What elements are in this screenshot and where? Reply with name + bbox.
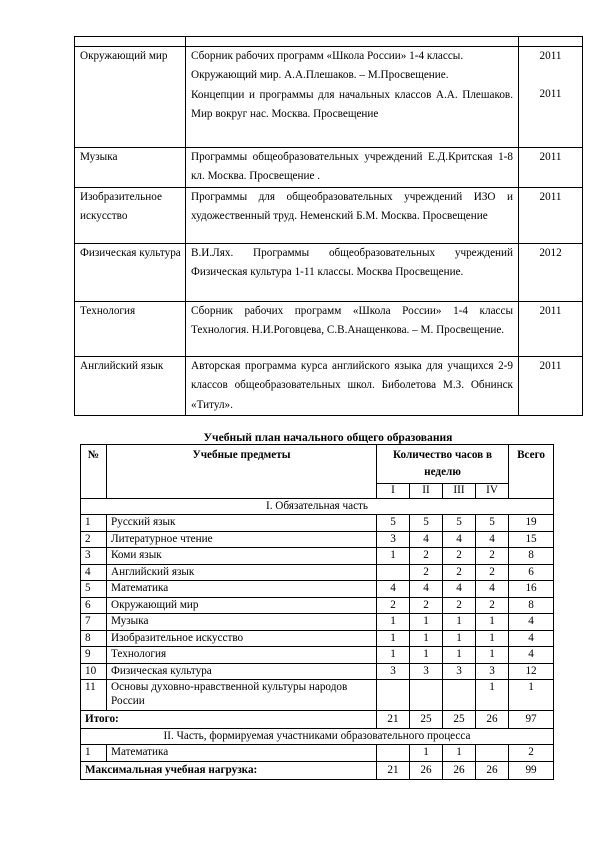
row-subject: Русский язык	[107, 515, 377, 532]
row-hours: 2	[476, 564, 509, 581]
row-subject: Математика	[107, 745, 377, 762]
table-row	[81, 680, 554, 711]
row-total: 4	[509, 630, 554, 647]
row-hours: 4	[443, 581, 476, 598]
program-paragraph: Сборник рабочих программ «Школа России» 1-4 классы Технология. Н.И.Роговцева, С.В.Анащенкова. – М. Просвещение.	[191, 305, 513, 337]
row-number: 1	[81, 515, 107, 532]
row-hours: 4	[377, 581, 410, 598]
program-subject: Окружающий мир	[75, 47, 186, 148]
table-row	[81, 663, 554, 680]
row-hours: 1	[443, 630, 476, 647]
row-total: 1	[509, 680, 554, 711]
curriculum-table	[80, 444, 554, 780]
itogo-label: Итого:	[81, 711, 377, 729]
programs-table	[74, 36, 583, 416]
program-description	[186, 244, 519, 302]
row-hours: 2	[443, 548, 476, 565]
table-row	[81, 745, 554, 762]
row-total: 8	[509, 597, 554, 614]
program-year: 2011	[539, 88, 562, 101]
itogo-hours: 25	[410, 711, 443, 729]
program-description	[186, 188, 519, 244]
row-hours: 1	[377, 614, 410, 631]
row-subject: Физическая культура	[107, 663, 377, 680]
row-hours: 1	[410, 614, 443, 631]
row-hours: 1	[476, 630, 509, 647]
program-paragraph: В.И.Лях. Программы общеобразовательных учреждений Физическая культура 1-11 классы. Москва Просвещение.	[191, 247, 513, 279]
section-title: I. Обязательная часть	[81, 499, 554, 515]
row-hours: 5	[443, 515, 476, 532]
row-hours: 2	[410, 597, 443, 614]
header-total: Всего	[509, 445, 554, 499]
row-subject: Математика	[107, 581, 377, 598]
row-total: 6	[509, 564, 554, 581]
programs-table-top-row	[75, 37, 583, 47]
row-number: 8	[81, 630, 107, 647]
row-hours	[377, 564, 410, 581]
row-hours: 2	[476, 597, 509, 614]
max-load-row	[81, 761, 554, 779]
section-row	[81, 729, 554, 745]
program-paragraph: Программы для общеобразовательных учреждений ИЗО и художественный труд. Неменский Б.М. Москва. Просвещение	[191, 191, 513, 223]
program-subject: Физическая культура	[75, 244, 186, 302]
row-total: 2	[509, 745, 554, 762]
program-paragraph: Окружающий мир. А.А.Плешаков. – М.Просвещение.	[191, 69, 449, 82]
row-hours: 3	[410, 663, 443, 680]
max-load-hours: 26	[476, 761, 509, 779]
row-number: 10	[81, 663, 107, 680]
max-load-total: 99	[509, 761, 554, 779]
row-number: 5	[81, 581, 107, 598]
max-load-hours: 21	[377, 761, 410, 779]
row-number: 4	[81, 564, 107, 581]
program-subject: Английский язык	[75, 357, 186, 416]
row-hours: 1	[443, 745, 476, 762]
row-hours: 4	[443, 531, 476, 548]
row-subject: Английский язык	[107, 564, 377, 581]
row-total: 8	[509, 548, 554, 565]
row-hours: 3	[443, 663, 476, 680]
row-number: 6	[81, 597, 107, 614]
row-subject: Изобразительное искусство	[107, 630, 377, 647]
row-hours: 4	[476, 581, 509, 598]
table-row	[81, 564, 554, 581]
program-paragraph: Авторская программа курса английского языка для учащихся 2-9 классов общеобразовательных школ. Биболетова М.З. Обнинск «Титул».	[191, 360, 513, 411]
row-subject: Технология	[107, 647, 377, 664]
max-load-hours: 26	[443, 761, 476, 779]
row-hours	[443, 680, 476, 711]
header-subjects: Учебные предметы	[107, 445, 377, 499]
row-number: 3	[81, 548, 107, 565]
row-hours: 1	[377, 647, 410, 664]
row-hours: 2	[476, 548, 509, 565]
table-row	[75, 47, 583, 148]
table-row	[75, 302, 583, 357]
row-hours	[377, 680, 410, 711]
program-description	[186, 357, 519, 416]
row-hours: 1	[410, 745, 443, 762]
program-subject: Изобразительное искусство	[75, 188, 186, 244]
table-row	[81, 515, 554, 532]
row-total: 19	[509, 515, 554, 532]
row-hours: 4	[476, 531, 509, 548]
row-hours	[377, 745, 410, 762]
row-subject: Музыка	[107, 614, 377, 631]
itogo-hours: 21	[377, 711, 410, 729]
section-row	[81, 499, 554, 515]
row-hours: 1	[410, 630, 443, 647]
row-total: 15	[509, 531, 554, 548]
row-number: 11	[81, 680, 107, 711]
table-row	[81, 548, 554, 565]
row-number: 7	[81, 614, 107, 631]
row-hours	[476, 745, 509, 762]
row-hours: 1	[377, 630, 410, 647]
table-row	[81, 531, 554, 548]
row-hours: 3	[377, 663, 410, 680]
itogo-total: 97	[509, 711, 554, 729]
program-year-cell	[519, 47, 583, 148]
row-hours: 2	[410, 548, 443, 565]
program-paragraph: Программы общеобразовательных учреждений Е.Д.Критская 1-8 кл. Москва. Просвещение .	[191, 151, 513, 183]
row-hours: 3	[476, 663, 509, 680]
row-number: 9	[81, 647, 107, 664]
program-description	[186, 47, 519, 148]
program-description	[186, 148, 519, 188]
row-hours: 5	[476, 515, 509, 532]
program-paragraph: Концепции и программы для начальных классов А.А. Плешаков. Мир вокруг нас. Москва. Просвещение	[191, 88, 513, 121]
row-hours: 5	[377, 515, 410, 532]
table-row	[81, 597, 554, 614]
program-paragraph: Сборник рабочих программ «Школа России» 1-4 классы.	[191, 50, 464, 62]
table-row	[81, 581, 554, 598]
row-hours: 1	[377, 548, 410, 565]
row-subject: Основы духовно-нравственной культуры народов России	[107, 680, 377, 711]
table-header-row	[81, 445, 554, 484]
program-year: 2011	[519, 188, 583, 244]
program-subject: Технология	[75, 302, 186, 357]
row-subject: Литературное чтение	[107, 531, 377, 548]
table-row	[75, 148, 583, 188]
row-hours: 1	[410, 647, 443, 664]
section-title: II. Часть, формируемая участниками образовательного процесса	[81, 729, 554, 745]
row-hours: 2	[377, 597, 410, 614]
table-row	[81, 630, 554, 647]
row-hours: 1	[443, 614, 476, 631]
row-hours: 2	[443, 597, 476, 614]
itogo-hours: 26	[476, 711, 509, 729]
row-subject: Коми язык	[107, 548, 377, 565]
row-hours: 1	[476, 680, 509, 711]
row-hours: 4	[410, 581, 443, 598]
program-year: 2011	[519, 148, 583, 188]
row-hours: 1	[476, 647, 509, 664]
itogo-hours: 25	[443, 711, 476, 729]
program-description	[186, 302, 519, 357]
table-row	[75, 357, 583, 416]
row-hours: 2	[443, 564, 476, 581]
row-hours: 5	[410, 515, 443, 532]
row-subject: Окружающий мир	[107, 597, 377, 614]
row-hours: 4	[410, 531, 443, 548]
header-grade: IV	[476, 484, 509, 499]
program-year: 2011	[539, 50, 562, 62]
row-hours: 3	[377, 531, 410, 548]
itogo-row	[81, 711, 554, 729]
row-total: 4	[509, 647, 554, 664]
table-row	[81, 614, 554, 631]
row-number: 2	[81, 531, 107, 548]
row-hours	[410, 680, 443, 711]
table-row	[75, 188, 583, 244]
table-row	[75, 244, 583, 302]
program-year: 2012	[519, 244, 583, 302]
header-grade: II	[410, 484, 443, 499]
row-number: 1	[81, 745, 107, 762]
table-row	[81, 647, 554, 664]
header-grade: I	[377, 484, 410, 499]
max-load-hours: 26	[410, 761, 443, 779]
program-year: 2011	[519, 302, 583, 357]
plan-title: Учебный план начального общего образования	[203, 431, 453, 444]
header-num: №	[81, 445, 107, 499]
header-hours: Количество часов в неделю	[377, 445, 509, 484]
program-subject: Музыка	[75, 148, 186, 188]
max-load-label: Максимальная учебная нагрузка:	[81, 761, 377, 779]
row-hours: 1	[443, 647, 476, 664]
header-grade: III	[443, 484, 476, 499]
row-total: 12	[509, 663, 554, 680]
row-hours: 2	[410, 564, 443, 581]
program-year: 2011	[519, 357, 583, 416]
row-total: 16	[509, 581, 554, 598]
row-hours: 1	[476, 614, 509, 631]
row-total: 4	[509, 614, 554, 631]
